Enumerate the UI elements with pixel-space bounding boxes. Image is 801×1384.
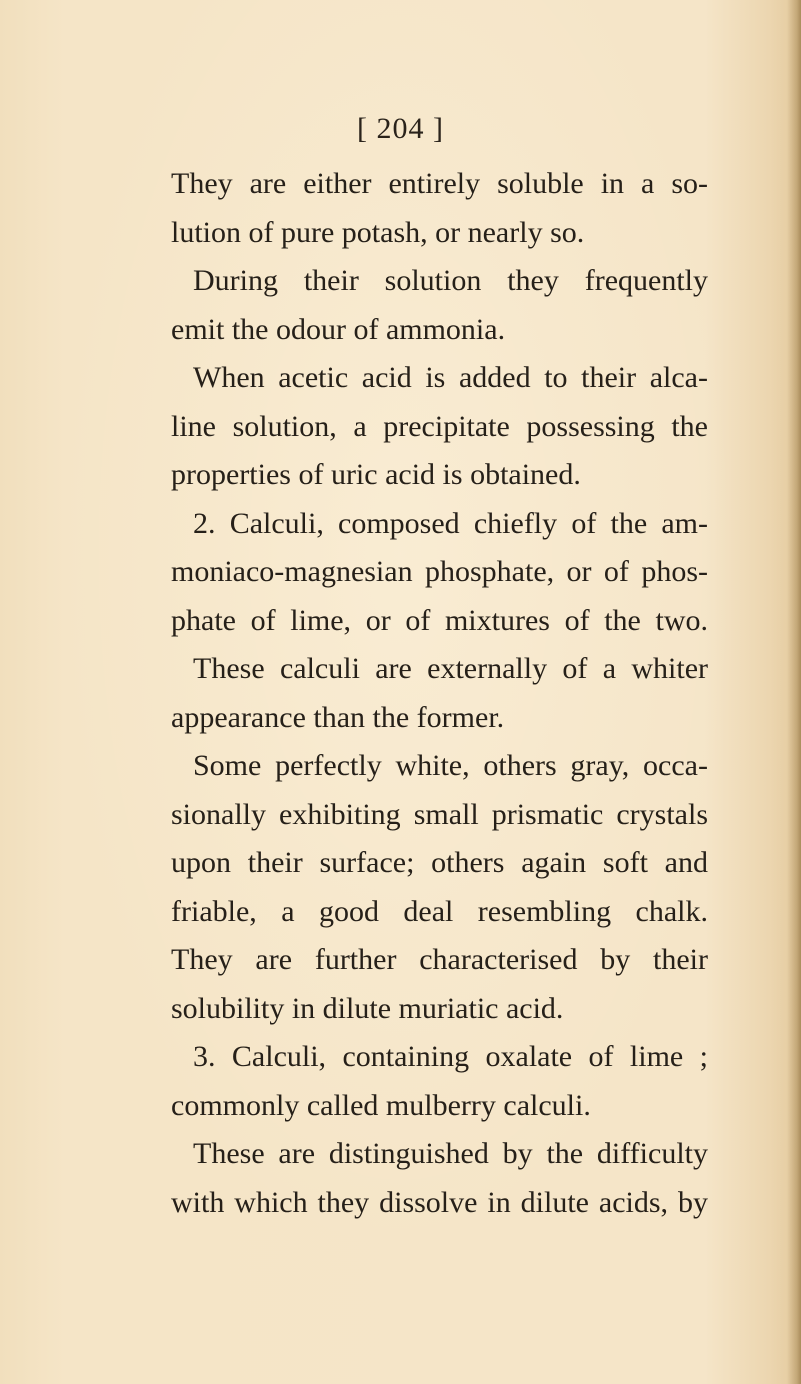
text-line: phate of lime, or of mixtures of the two. — [171, 603, 708, 637]
text-line: When acetic acid is added to their alca- — [193, 361, 708, 394]
text-line: line solution, a precipitate possessing the — [171, 409, 708, 443]
text-line: During their solution they frequently — [193, 264, 708, 297]
text-line: properties of uric acid is obtained. — [171, 458, 581, 491]
text-line: lution of pure potash, or nearly so. — [171, 215, 585, 249]
text-line: emit the odour of ammonia. — [171, 312, 506, 346]
text-line: 3. Calculi, containing oxalate of lime ; — [193, 1040, 708, 1073]
text-line: moniaco-magnesian phosphate, or of phos- — [171, 555, 708, 588]
page-number-header: [ 204 ] — [357, 112, 444, 145]
text-line: solubility in dilute muriatic acid. — [171, 991, 564, 1025]
text-line: upon their surface; others again soft and — [171, 846, 708, 879]
text-line: Some perfectly white, others gray, occa- — [193, 749, 708, 782]
text-line: sionally exhibiting small prismatic crystals — [171, 797, 708, 831]
body-text — [171, 160, 708, 1227]
page-edge-shadow — [787, 0, 801, 1384]
text-line: They are either entirely soluble in a so- — [171, 167, 708, 200]
text-line: friable, a good deal resembling chalk. — [171, 894, 708, 928]
text-line: They are further characterised by their — [171, 943, 708, 976]
text-line: commonly called mulberry calculi. — [171, 1088, 591, 1122]
text-line: appearance than the former. — [171, 700, 505, 734]
text-line: 2. Calculi, composed chiefly of the am- — [193, 506, 708, 540]
text-line: These calculi are externally of a whiter — [193, 652, 708, 685]
text-line: with which they dissolve in dilute acids, by — [171, 1185, 708, 1219]
text-line: These are distinguished by the difficulty — [193, 1137, 708, 1170]
